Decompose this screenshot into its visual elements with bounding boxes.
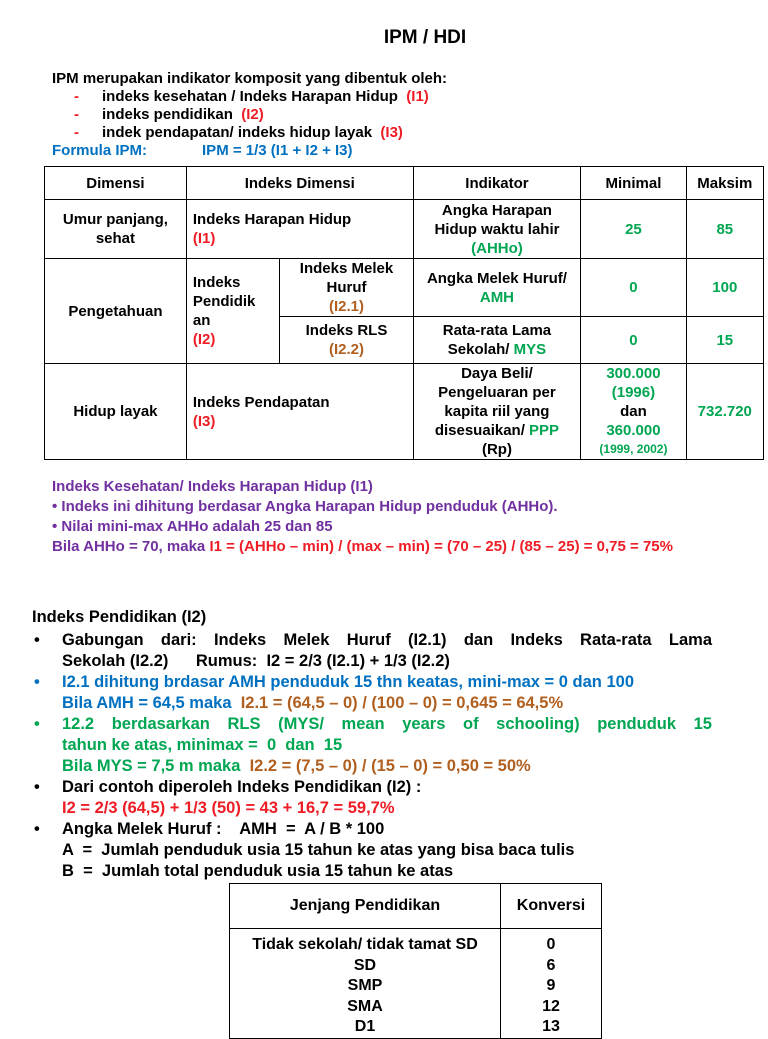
- levels-cell: [230, 929, 501, 1039]
- item-text: B = Jumlah total penduduk usia 15 tahun ke atas: [62, 862, 454, 880]
- health-title: Indeks Kesehatan/ Indeks Harapan Hidup (I1): [52, 478, 373, 495]
- dash-marker: -: [74, 124, 79, 141]
- intro-item-text: indeks pendidikan: [102, 106, 233, 123]
- indikator-text: Angka Harapan Hidup waktu lahir: [434, 201, 560, 238]
- indikator-code: (AHHo): [471, 239, 523, 257]
- min-and: dan: [620, 403, 647, 420]
- item-text: I2.1 dihitung brdasar AMH penduduk 15 thn keatas, mini-max = 0 dan 100: [62, 673, 634, 691]
- indeks-code: (I2): [192, 331, 216, 348]
- indikator-cell: [413, 317, 581, 364]
- bullet-marker: •: [34, 631, 40, 649]
- values-cell: [501, 929, 602, 1039]
- header-cell: Indikator: [413, 167, 581, 200]
- level-item: SMA: [347, 997, 383, 1015]
- formula-ipm: [52, 142, 447, 160]
- value-item: 6: [546, 956, 556, 974]
- table-header-row: [45, 167, 764, 200]
- item-text: A = Jumlah penduduk usia 15 tahun ke atas yang bisa baca tulis: [62, 841, 575, 859]
- item-text: Dari contoh diperoleh Indeks Pendidikan (I2) :: [62, 778, 422, 796]
- health-bullet: • Nilai mini-max AHHo adalah 25 dan 85: [52, 518, 333, 535]
- minimal-cell: 0: [581, 259, 686, 317]
- item-text: 12.2 berdasarkan RLS (MYS/ mean years of schooling) penduduk 15: [62, 715, 712, 733]
- minimal-cell: [581, 364, 686, 460]
- dimensi-cell: Hidup layak: [45, 364, 187, 460]
- intro-section: [52, 70, 447, 160]
- indikator-text: Rata-rata Lama Sekolah/ MYS: [442, 322, 552, 358]
- bullet-marker: •: [34, 673, 40, 691]
- dimensi-cell: Pengetahuan: [45, 259, 187, 364]
- sub-indeks-cell: [280, 317, 413, 364]
- intro-item-code: (I2): [241, 106, 264, 123]
- level-item: SD: [353, 956, 377, 974]
- indikator-unit: (Rp): [481, 441, 512, 458]
- item-formula: I2.1 = (64,5 – 0) / (100 – 0) = 0,645 = 64,5%: [240, 694, 564, 712]
- bullet-marker: •: [34, 820, 40, 838]
- page-title: IPM / HDI: [383, 27, 467, 48]
- indikator-code: PPP: [529, 422, 560, 439]
- intro-item: [52, 106, 447, 124]
- item-text: Bila AMH = 64,5 maka I2.1 = (64,5 – 0) / (100 – 0) = 0,645 = 64,5%: [62, 694, 564, 712]
- item-text: Bila MYS = 7,5 m maka I2.2 = (7,5 – 0) / (15 – 0) = 0,50 = 50%: [62, 757, 531, 775]
- conversion-table: [229, 883, 602, 1039]
- indeks-name: Indeks Pendapatan: [192, 393, 330, 411]
- item-text: Sekolah (I2.2) Rumus: I2 = 2/3 (I2.1) + 1/3 (I2.2): [62, 652, 450, 670]
- indikator-text: Daya Beli/ Pengeluaran per kapita riil yang disesuaikan/ PPP: [434, 365, 560, 439]
- indikator-code: AMH: [479, 288, 515, 306]
- sub-indeks-code: (I2.1): [328, 298, 364, 315]
- indikator-cell: [413, 259, 581, 317]
- health-index-section: [52, 477, 673, 557]
- indikator-cell: [413, 200, 581, 259]
- header-cell: Maksim: [686, 167, 763, 200]
- education-title: Indeks Pendidikan (I2): [32, 608, 207, 626]
- maksim-cell: 85: [686, 200, 763, 259]
- item-text: tahun ke atas, minimax = 0 dan 15: [62, 736, 343, 754]
- list-item: [32, 714, 712, 777]
- maksim-cell: 100: [686, 259, 763, 317]
- formula-text: IPM = 1/3 (I1 + I2 + I3): [202, 142, 353, 159]
- header-cell: Dimensi: [45, 167, 187, 200]
- intro-lead: IPM merupakan indikator komposit yang dibentuk oleh:: [52, 70, 448, 87]
- intro-item: [52, 124, 447, 142]
- health-bullet: • Indeks ini dihitung berdasar Angka Harapan Hidup penduduk (AHHo).: [52, 498, 558, 515]
- min-value-b: 360.000: [606, 422, 661, 439]
- indikator-cell: [413, 364, 581, 460]
- ipm-dimension-table: [44, 166, 764, 460]
- header-cell: Jenjang Pendidikan: [230, 884, 501, 929]
- min-year-a: (1996): [611, 384, 656, 401]
- list-item: [32, 819, 712, 882]
- table-row: [45, 200, 764, 259]
- intro-item-text: indeks kesehatan / Indeks Harapan Hidup: [102, 88, 398, 105]
- indeks-name: Indeks Harapan Hidup: [192, 211, 352, 228]
- level-item: Tidak sekolah/ tidak tamat SD: [252, 936, 478, 953]
- min-year-b: (1999, 2002): [599, 442, 668, 456]
- table-row: [45, 259, 764, 317]
- list-item: [32, 672, 712, 714]
- maksim-cell: 732.720: [686, 364, 763, 460]
- intro-item-text: indek pendapatan/ indeks hidup layak: [102, 124, 373, 141]
- dash-marker: -: [74, 106, 79, 123]
- header-cell: Indeks Dimensi: [186, 167, 413, 200]
- table-row: [45, 364, 764, 460]
- sub-indeks-name: Indeks Melek Huruf: [299, 260, 394, 296]
- dimensi-cell: Umur panjang, sehat: [45, 200, 187, 259]
- item-formula: I2 = 2/3 (64,5) + 1/3 (50) = 43 + 16,7 = 59,7%: [62, 799, 395, 817]
- bullet-marker: •: [34, 715, 40, 733]
- level-item: D1: [354, 1018, 376, 1035]
- formula-label: Formula IPM:: [52, 142, 148, 159]
- min-value-a: 300.000: [606, 365, 661, 382]
- table-header-row: [230, 884, 602, 929]
- level-item: SMP: [347, 977, 383, 994]
- sub-indeks-name: Indeks RLS: [305, 322, 388, 339]
- value-item: 12: [542, 997, 560, 1015]
- value-item: 9: [546, 977, 556, 994]
- minimal-cell: 25: [581, 200, 686, 259]
- indeks-cell: [186, 200, 413, 259]
- item-formula: I2.2 = (7,5 – 0) / (15 – 0) = 0,50 = 50%: [249, 757, 531, 775]
- indikator-text: Angka Melek Huruf/: [426, 269, 567, 287]
- indeks-name: Indeks Pendidik an: [192, 274, 256, 329]
- header-cell: Konversi: [501, 884, 602, 929]
- indeks-code: (I3): [192, 412, 216, 430]
- intro-item-code: (I3): [380, 124, 403, 141]
- health-formula: I1 = (AHHo – min) / (max – min) = (70 – 25) / (85 – 25) = 0,75 = 75%: [209, 538, 673, 555]
- intro-item: [52, 88, 447, 106]
- education-index-section: [32, 607, 712, 882]
- header-cell: Minimal: [581, 167, 686, 200]
- indeks-code: (I1): [192, 230, 216, 247]
- table-row: [230, 929, 602, 1039]
- sub-indeks-cell: [280, 259, 413, 317]
- value-item: 0: [546, 936, 556, 953]
- dash-marker: -: [74, 88, 79, 105]
- indikator-code: MYS: [513, 341, 547, 358]
- value-item: 13: [542, 1018, 560, 1035]
- list-item: [32, 630, 712, 672]
- maksim-cell: 15: [686, 317, 763, 364]
- health-example: Bila AHHo = 70, maka I1 = (AHHo – min) / (max – min) = (70 – 25) / (85 – 25) = 0,75 = 75%: [52, 538, 673, 555]
- indeks-cell: [186, 364, 413, 460]
- item-text: Gabungan dari: Indeks Melek Huruf (I2.1) dan Indeks Rata-rata Lama: [62, 631, 712, 649]
- intro-item-code: (I1): [406, 88, 429, 105]
- item-text: Angka Melek Huruf : AMH = A / B * 100: [62, 820, 385, 838]
- sub-indeks-code: (I2.2): [328, 341, 364, 358]
- minimal-cell: 0: [581, 317, 686, 364]
- bullet-marker: •: [34, 778, 40, 796]
- indeks-cell: [186, 259, 280, 364]
- list-item: [32, 777, 712, 819]
